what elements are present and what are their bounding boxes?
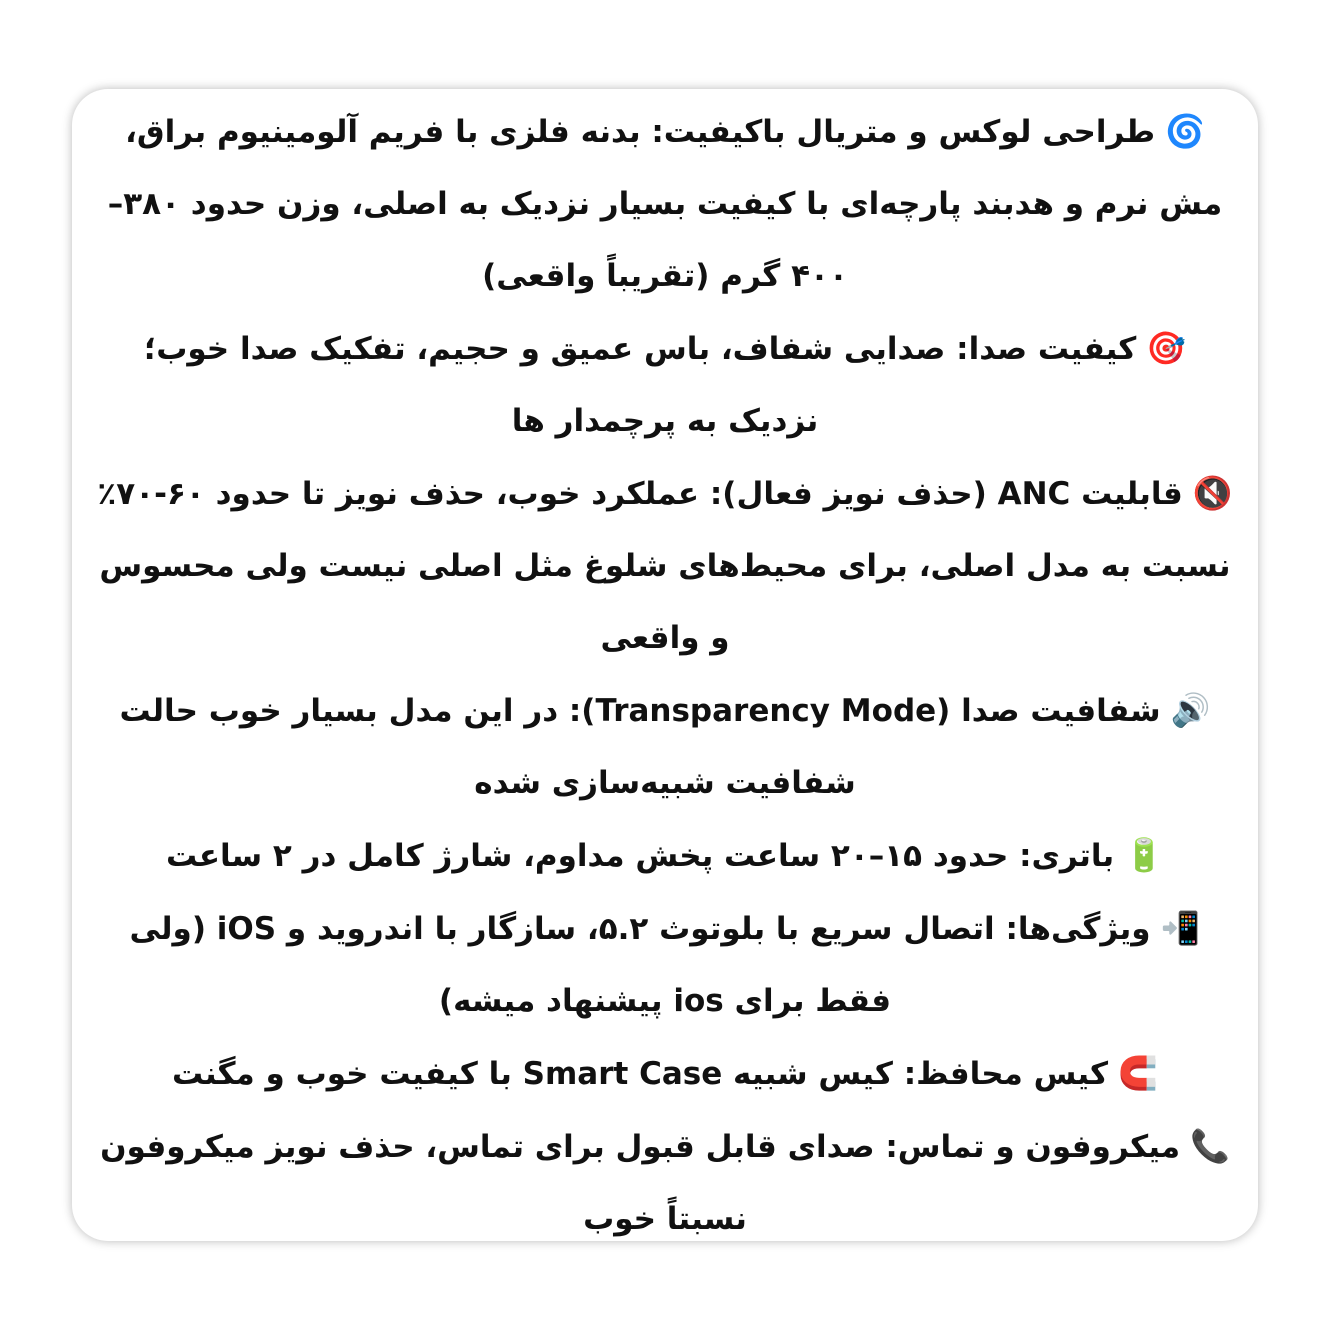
battery-icon: 🔋 xyxy=(1124,836,1164,874)
feature-text: میکروفون و تماس: صدای قابل قبول برای تماس، حذف نویز میکروفون نسبتاً خوب xyxy=(100,1129,1181,1237)
target-icon: 🎯 xyxy=(1146,329,1187,367)
feature-list xyxy=(96,95,1234,1255)
mobile-arrow-icon: 📲 xyxy=(1160,909,1201,947)
feature-battery xyxy=(96,819,1234,892)
feature-text: کیفیت صدا: صدایی شفاف، باس عمیق و حجیم، تفکیک صدا خوب؛ نزدیک به پرچمدار ها xyxy=(143,331,1137,439)
feature-text: قابلیت ANC (حذف نویز فعال): عملکرد خوب، حذف نویز تا حدود ۶۰-۷۰٪ نسبت به مدل اصلی، برای محیط‌های شلوغ مثل اصلی نیست ولی محسوس و واقعی xyxy=(97,476,1231,656)
feature-text: کیس محافظ: کیس شبیه Smart Case با کیفیت خوب و مگنت xyxy=(172,1056,1109,1092)
telephone-icon: 📞 xyxy=(1190,1127,1230,1165)
muted-speaker-icon: 🔇 xyxy=(1192,474,1233,512)
speaker-icon: 🔊 xyxy=(1170,691,1211,729)
feature-connectivity xyxy=(96,892,1234,1037)
feature-transparency xyxy=(96,674,1234,819)
feature-microphone xyxy=(96,1110,1234,1255)
cyclone-icon: 🌀 xyxy=(1165,112,1205,150)
feature-sound-quality xyxy=(96,312,1234,457)
feature-text: ویژگی‌ها: اتصال سریع با بلوتوث ۵.۲، سازگار با اندروید و iOS (ولی فقط برای ios پیشنهاد میشه) xyxy=(129,911,1151,1019)
feature-anc xyxy=(96,457,1234,674)
feature-case xyxy=(96,1037,1234,1110)
magnet-icon: 🧲 xyxy=(1118,1054,1158,1092)
feature-design xyxy=(96,95,1234,312)
feature-card xyxy=(72,89,1258,1241)
feature-text: طراحی لوکس و متریال باکیفیت: بدنه فلزی با فریم آلومینیوم براق، مش نرم و هدبند پارچه‌ای با کیفیت بسیار نزدیک به اصلی، وزن حدود ۳۸۰–۴۰۰ گرم (تقریباً واقعی) xyxy=(107,114,1223,294)
feature-text: شفافیت صدا (Transparency Mode): در این مدل بسیار خوب حالت شفافیت شبیه‌سازی شده xyxy=(119,693,1161,801)
feature-text: باتری: حدود ۱۵–۲۰ ساعت پخش مداوم، شارژ کامل در ۲ ساعت xyxy=(166,838,1115,874)
